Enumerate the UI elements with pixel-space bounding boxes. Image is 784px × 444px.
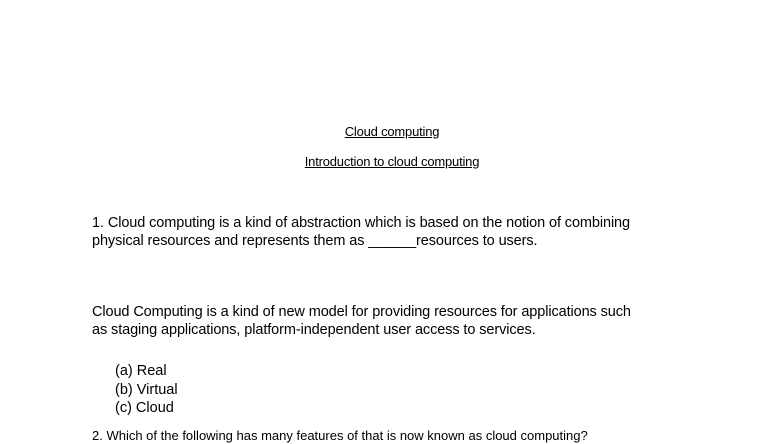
- question-1-line-1: 1. Cloud computing is a kind of abstraction which is based on the notion of combining: [92, 215, 630, 231]
- description-paragraph: [92, 303, 692, 339]
- section-heading: Introduction to cloud computing: [304, 154, 480, 169]
- answer-options: [115, 362, 178, 418]
- option-c: (c) Cloud: [115, 400, 174, 416]
- question-2: 2. Which of the following has many features of that is now known as cloud computing?: [92, 428, 588, 443]
- description-line-2: as staging applications, platform-independent user access to services.: [92, 322, 536, 338]
- question-1-line-2: physical resources and represents them as ______resources to users.: [92, 233, 538, 249]
- option-a: (a) Real: [115, 363, 167, 379]
- option-b: (b) Virtual: [115, 381, 178, 398]
- document-title: Cloud computing: [344, 124, 440, 139]
- question-1: [92, 214, 692, 250]
- description-line-1: Cloud Computing is a kind of new model for providing resources for applications such: [92, 304, 631, 320]
